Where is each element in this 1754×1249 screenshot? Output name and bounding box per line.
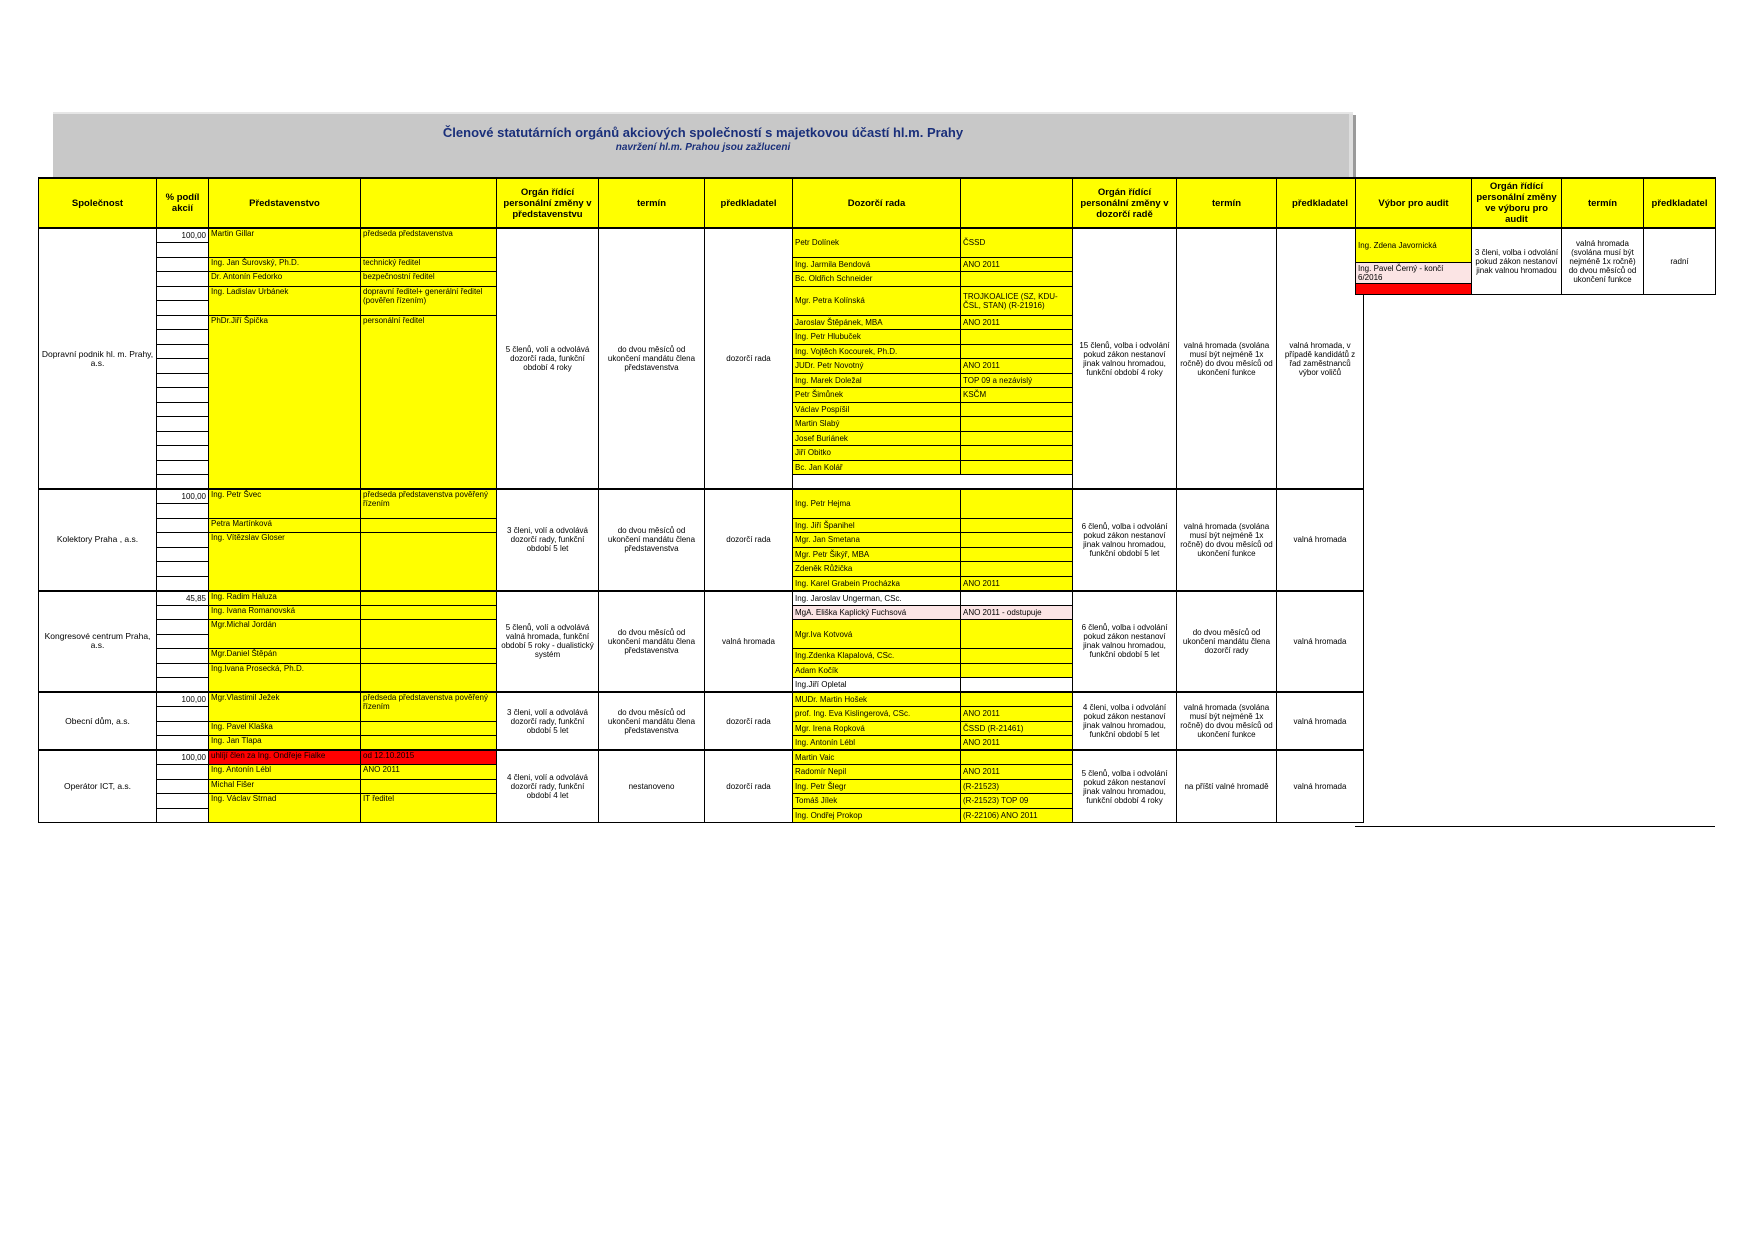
share-empty	[157, 605, 209, 620]
supervisory-member-role	[961, 417, 1073, 432]
board-term: do dvou měsíců od ukončení mandátu člena představenstva	[599, 692, 705, 750]
supervisory-member-role: ČSSD	[961, 228, 1073, 257]
board-member: Petra Martínková	[209, 518, 361, 533]
share-empty	[157, 533, 209, 548]
supervisory-member: Mgr. Petra Kolínská	[793, 286, 961, 315]
board-member-role: IT ředitel	[361, 794, 497, 823]
supervisory-member-role	[961, 431, 1073, 446]
audit-proposer: radní	[1644, 228, 1716, 294]
board-member-role: předseda představenstva	[361, 228, 497, 257]
table-row	[39, 489, 1364, 504]
supervisory-organ: 5 členů, volba i odvolání pokud zákon nestanoví jinak valnou hromadou, funkční období 4 roky	[1073, 750, 1177, 823]
supervisory-organ: 15 členů, volba i odvolání pokud zákon nestanoví jinak valnou hromadou, funkční období 4 roky	[1073, 228, 1177, 489]
board-member: Ing. Pavel Klaška	[209, 721, 361, 736]
board-member: uhlíjí člen za Ing. Ondřeje Fialke	[209, 750, 361, 765]
supervisory-member: Radomír Nepil	[793, 765, 961, 780]
board-member-role: dopravní ředitel+ generální ředitel (pověřen řízením)	[361, 286, 497, 315]
board-member: Mgr.Michal Jordán	[209, 620, 361, 649]
supervisory-member: Ing.Zdenka Klapalová, CSc.	[793, 649, 961, 664]
share-value: 100,00	[157, 489, 209, 504]
supervisory-member: Ing. Marek Doležal	[793, 373, 961, 388]
supervisory-term: valná hromada (svolána musí být nejméně 1x ročně) do dvou měsíců od ukončení funkce	[1177, 692, 1277, 750]
share-empty	[157, 402, 209, 417]
supervisory-member: Ing. Ondřej Prokop	[793, 808, 961, 823]
board-member-role	[361, 620, 497, 649]
audit-member: Ing. Pavel Černý - končí 6/2016	[1356, 262, 1472, 283]
board-member: Mgr.Vlastimil Ježek	[209, 692, 361, 721]
board-organ: 3 členi, volí a odvolává dozorčí rady, funkční období 5 let	[497, 692, 599, 750]
supervisory-member-role	[961, 591, 1073, 606]
board-member-role: předseda představenstva pověřený řízením	[361, 489, 497, 518]
supervisory-member-role: ANO 2011	[961, 707, 1073, 722]
header-board-role	[361, 178, 497, 228]
table-row	[39, 591, 1364, 606]
supervisory-member: Mgr. Irena Ropková	[793, 721, 961, 736]
board-member: Dr. Antonín Fedorko	[209, 272, 361, 287]
share-empty	[157, 243, 209, 258]
audit-header-row	[1356, 178, 1716, 228]
share-empty	[157, 779, 209, 794]
supervisory-member: Ing. Jiří Španihel	[793, 518, 961, 533]
board-member: Mgr.Daniel Štěpán	[209, 649, 361, 664]
share-empty	[157, 344, 209, 359]
company-name: Dopravní podnik hl. m. Prahy, a.s.	[39, 228, 157, 489]
board-member-role: technický ředitel	[361, 257, 497, 272]
share-empty	[157, 475, 209, 490]
supervisory-member-role	[961, 518, 1073, 533]
board-member: Ing.Ivana Prosecká, Ph.D.	[209, 663, 361, 692]
table-row	[39, 692, 1364, 707]
share-empty	[157, 373, 209, 388]
share-empty	[157, 518, 209, 533]
supervisory-organ: 6 členů, volba i odvolání pokud zákon nestanoví jinak valnou hromadou, funkční období 5 let	[1073, 591, 1177, 693]
supervisory-member: Ing. Antonín Lébl	[793, 736, 961, 751]
supervisory-member: Jaroslav Štěpánek, MBA	[793, 315, 961, 330]
supervisory-member-role	[961, 750, 1073, 765]
board-member-role	[361, 779, 497, 794]
board-member-role	[361, 649, 497, 664]
header-share: % podíl akcií	[157, 178, 209, 228]
supervisory-term: valná hromada (svolána musí být nejméně 1x ročně) do dvou měsíců od ukončení funkce	[1177, 489, 1277, 591]
share-empty	[157, 272, 209, 287]
supervisory-member-role	[961, 547, 1073, 562]
supervisory-member: Petr Šimůnek	[793, 388, 961, 403]
share-empty	[157, 330, 209, 345]
supervisory-term: valná hromada (svolána musí být nejméně 1x ročně) do dvou měsíců od ukončení funkce	[1177, 228, 1277, 489]
share-empty	[157, 794, 209, 809]
board-member: Martin Gillar	[209, 228, 361, 257]
header-supervisory-organ: Orgán řídící personální změny v dozorčí radě	[1073, 178, 1177, 228]
share-value: 100,00	[157, 228, 209, 243]
share-empty	[157, 721, 209, 736]
board-member: Ing. Antonín Lébl	[209, 765, 361, 780]
supervisory-member-role: ČSSD (R-21461)	[961, 721, 1073, 736]
share-empty	[157, 736, 209, 751]
board-organ: 5 členů, volí a odvolává dozorčí rada, funkční období 4 roky	[497, 228, 599, 489]
supervisory-member-role: TOP 09 a nezávislý	[961, 373, 1073, 388]
header-board: Představenstvo	[209, 178, 361, 228]
company-name: Operátor ICT, a.s.	[39, 750, 157, 823]
share-empty	[157, 620, 209, 635]
header-supervisory-role	[961, 178, 1073, 228]
board-member: Michal Fišer	[209, 779, 361, 794]
supervisory-member: prof. Ing. Eva Kislingerová, CSc.	[793, 707, 961, 722]
supervisory-organ: 4 členi, volba i odvolání pokud zákon nestanoví jinak valnou hromadou, funkční období 5 let	[1073, 692, 1177, 750]
share-empty	[157, 547, 209, 562]
supervisory-member-role: ANO 2011	[961, 576, 1073, 591]
supervisory-member-role	[961, 446, 1073, 461]
supervisory-member: Josef Buriánek	[793, 431, 961, 446]
share-empty	[157, 359, 209, 374]
board-member-role	[361, 721, 497, 736]
statutory-bodies-table	[38, 177, 1364, 823]
audit-member: Ing. Zdena Javornická	[1356, 228, 1472, 262]
board-member: Ing. Vítězslav Gloser	[209, 533, 361, 591]
share-empty	[157, 417, 209, 432]
board-proposer: dozorčí rada	[705, 489, 793, 591]
supervisory-member: Bc. Oldřich Schneider	[793, 272, 961, 287]
supervisory-proposer: valná hromada	[1277, 489, 1364, 591]
company-name: Kongresové centrum Praha, a.s.	[39, 591, 157, 693]
board-member-role: ANO 2011	[361, 765, 497, 780]
header-supervisory-proposer: předkladatel	[1277, 178, 1364, 228]
share-empty	[157, 562, 209, 577]
share-empty	[157, 765, 209, 780]
board-member-role	[361, 736, 497, 751]
supervisory-proposer: valná hromada	[1277, 692, 1364, 750]
board-proposer: dozorčí rada	[705, 750, 793, 823]
share-value: 100,00	[157, 692, 209, 707]
page-subtitle: navržení hl.m. Prahou jsou zažluceni	[615, 142, 791, 153]
supervisory-member: Martin Vaic	[793, 750, 961, 765]
share-empty	[157, 286, 209, 301]
supervisory-member-role	[961, 663, 1073, 678]
header-board-proposer: předkladatel	[705, 178, 793, 228]
board-member-role	[361, 518, 497, 533]
divider	[1355, 826, 1715, 827]
board-member: Ing. Petr Švec	[209, 489, 361, 518]
supervisory-member: Adam Kočík	[793, 663, 961, 678]
supervisory-member: Petr Dolínek	[793, 228, 961, 257]
supervisory-member: Tomáš Jílek	[793, 794, 961, 809]
supervisory-member-role	[961, 649, 1073, 664]
supervisory-organ: 6 členů, volba i odvolání pokud zákon nestanoví jinak valnou hromadou, funkční období 5 let	[1073, 489, 1177, 591]
supervisory-member-role	[961, 620, 1073, 649]
table-header-row	[39, 178, 1364, 228]
supervisory-member: Bc. Jan Kolář	[793, 460, 961, 475]
share-empty	[157, 504, 209, 519]
board-term: do dvou měsíců od ukončení mandátu člena představenstva	[599, 591, 705, 693]
board-member: Ing. Radim Haluza	[209, 591, 361, 606]
supervisory-member: JUDr. Petr Novotný	[793, 359, 961, 374]
supervisory-member-role: KSČM	[961, 388, 1073, 403]
board-member-role	[361, 663, 497, 692]
supervisory-member-role	[961, 562, 1073, 577]
supervisory-member: Mgr. Jan Smetana	[793, 533, 961, 548]
board-member: Ing. Ivana Romanovská	[209, 605, 361, 620]
supervisory-member-role: (R-21523) TOP 09	[961, 794, 1073, 809]
share-empty	[157, 460, 209, 475]
audit-header-proposer: předkladatel	[1644, 178, 1716, 228]
supervisory-member: Martin Slabý	[793, 417, 961, 432]
supervisory-member-role: ANO 2011	[961, 359, 1073, 374]
board-member-role	[361, 533, 497, 591]
board-proposer: valná hromada	[705, 591, 793, 693]
supervisory-member: Ing. Petr Hlubuček	[793, 330, 961, 345]
supervisory-member: Ing. Karel Grabein Procházka	[793, 576, 961, 591]
supervisory-member: Václav Pospíšil	[793, 402, 961, 417]
share-empty	[157, 446, 209, 461]
board-member: Ing. Václav Strnad	[209, 794, 361, 823]
table-row	[39, 750, 1364, 765]
supervisory-proposer: valná hromada	[1277, 591, 1364, 693]
table-row	[39, 228, 1364, 243]
header-supervisory: Dozorčí rada	[793, 178, 961, 228]
board-term: nestanoveno	[599, 750, 705, 823]
audit-member-empty	[1356, 283, 1472, 294]
header-board-organ: Orgán řídící personální změny v představenstvu	[497, 178, 599, 228]
page-title: Členové statutárních orgánů akciových společností s majetkovou účastí hl.m. Prahy	[442, 125, 964, 140]
supervisory-member-role: TROJKOALICE (SZ, KDU-ČSL, STAN) (R-21916)	[961, 286, 1073, 315]
supervisory-member-role: ANO 2011	[961, 315, 1073, 330]
title-banner	[53, 112, 1353, 184]
board-member-role: personální ředitel	[361, 315, 497, 489]
supervisory-member: Zdeněk Růžička	[793, 562, 961, 577]
supervisory-member-role	[961, 344, 1073, 359]
board-organ: 5 členů, volí a odvolává valná hromada, funkční období 5 roky - dualistický systém	[497, 591, 599, 693]
board-member-role	[361, 591, 497, 606]
share-empty	[157, 257, 209, 272]
supervisory-member: MUDr. Martin Hošek	[793, 692, 961, 707]
share-empty	[157, 678, 209, 693]
board-member-role	[361, 605, 497, 620]
board-member: Ing. Jan Šurovský, Ph.D.	[209, 257, 361, 272]
supervisory-member-role: ANO 2011	[961, 257, 1073, 272]
supervisory-term: do dvou měsíců od ukončení mandátu člena dozorčí rady	[1177, 591, 1277, 693]
audit-header-organ: Orgán řídící personální změny ve výboru pro audit	[1472, 178, 1562, 228]
supervisory-member-role: (R-22106) ANO 2011	[961, 808, 1073, 823]
board-member-role: od 12.10.2015	[361, 750, 497, 765]
share-empty	[157, 431, 209, 446]
board-member-role: předseda představenstva pověřený řízením	[361, 692, 497, 721]
board-member: PhDr.Jiří Špička	[209, 315, 361, 489]
board-term: do dvou měsíců od ukončení mandátu člena představenstva	[599, 228, 705, 489]
supervisory-proposer: valná hromada	[1277, 750, 1364, 823]
share-empty	[157, 388, 209, 403]
supervisory-member-role: (R-21523)	[961, 779, 1073, 794]
header-supervisory-term: termín	[1177, 178, 1277, 228]
board-member: Ing. Jan Tlapa	[209, 736, 361, 751]
share-empty	[157, 634, 209, 649]
board-organ: 3 členi, volí a odvolává dozorčí rady, funkční období 5 let	[497, 489, 599, 591]
supervisory-member: Ing. Petr Šlegr	[793, 779, 961, 794]
share-empty	[157, 649, 209, 664]
supervisory-term: na příští valné hromadě	[1177, 750, 1277, 823]
audit-row	[1356, 228, 1716, 262]
supervisory-member-role: ANO 2011 - odstupuje	[961, 605, 1073, 620]
audit-organ: 3 členi, volba i odvolání pokud zákon nestanoví jinak valnou hromadou	[1472, 228, 1562, 294]
table-body	[39, 228, 1364, 823]
company-name: Obecní dům, a.s.	[39, 692, 157, 750]
company-name: Kolektory Praha , a.s.	[39, 489, 157, 591]
supervisory-member-role	[961, 272, 1073, 287]
supervisory-proposer: valná hromada, v případě kandidátů z řad zaměstnanců výbor voličů	[1277, 228, 1364, 489]
header-board-term: termín	[599, 178, 705, 228]
board-organ: 4 členi, volí a odvolává dozorčí rady, funkční období 4 let	[497, 750, 599, 823]
supervisory-member: Ing. Petr Hejma	[793, 489, 961, 518]
supervisory-member-role	[961, 692, 1073, 707]
audit-header-term: termín	[1562, 178, 1644, 228]
audit-committee-table	[1355, 177, 1716, 295]
supervisory-member-role: ANO 2011	[961, 736, 1073, 751]
share-empty	[157, 808, 209, 823]
supervisory-member-role	[961, 460, 1073, 475]
share-value: 100,00	[157, 750, 209, 765]
board-member: Ing. Ladislav Urbánek	[209, 286, 361, 315]
share-empty	[157, 707, 209, 722]
header-company: Společnost	[39, 178, 157, 228]
supervisory-member: Ing. Jarmila Bendová	[793, 257, 961, 272]
board-proposer: dozorčí rada	[705, 228, 793, 489]
supervisory-member-role	[961, 489, 1073, 518]
share-empty	[157, 315, 209, 330]
supervisory-member: Ing. Vojtěch Kocourek, Ph.D.	[793, 344, 961, 359]
supervisory-member-role	[961, 330, 1073, 345]
supervisory-member-role	[961, 533, 1073, 548]
share-empty	[157, 663, 209, 678]
supervisory-member: Jiří Obitko	[793, 446, 961, 461]
supervisory-member: Ing.Jiří Opletal	[793, 678, 961, 693]
supervisory-member-role	[961, 678, 1073, 693]
audit-header-committee: Výbor pro audit	[1356, 178, 1472, 228]
audit-term: valná hromada (svolána musí být nejméně 1x ročně) do dvou měsíců od ukončení funkce	[1562, 228, 1644, 294]
supervisory-member-role	[961, 402, 1073, 417]
supervisory-member: Mgr.Iva Kotvová	[793, 620, 961, 649]
board-proposer: dozorčí rada	[705, 692, 793, 750]
supervisory-member-role: ANO 2011	[961, 765, 1073, 780]
board-member-role: bezpečnostní ředitel	[361, 272, 497, 287]
board-term: do dvou měsíců od ukončení mandátu člena představenstva	[599, 489, 705, 591]
supervisory-member: Ing. Jaroslav Ungerman, CSc.	[793, 591, 961, 606]
share-value: 45,85	[157, 591, 209, 606]
share-empty	[157, 576, 209, 591]
supervisory-member: MgA. Eliška Kaplický Fuchsová	[793, 605, 961, 620]
supervisory-member: Mgr. Petr Šikýř, MBA	[793, 547, 961, 562]
share-empty	[157, 301, 209, 316]
